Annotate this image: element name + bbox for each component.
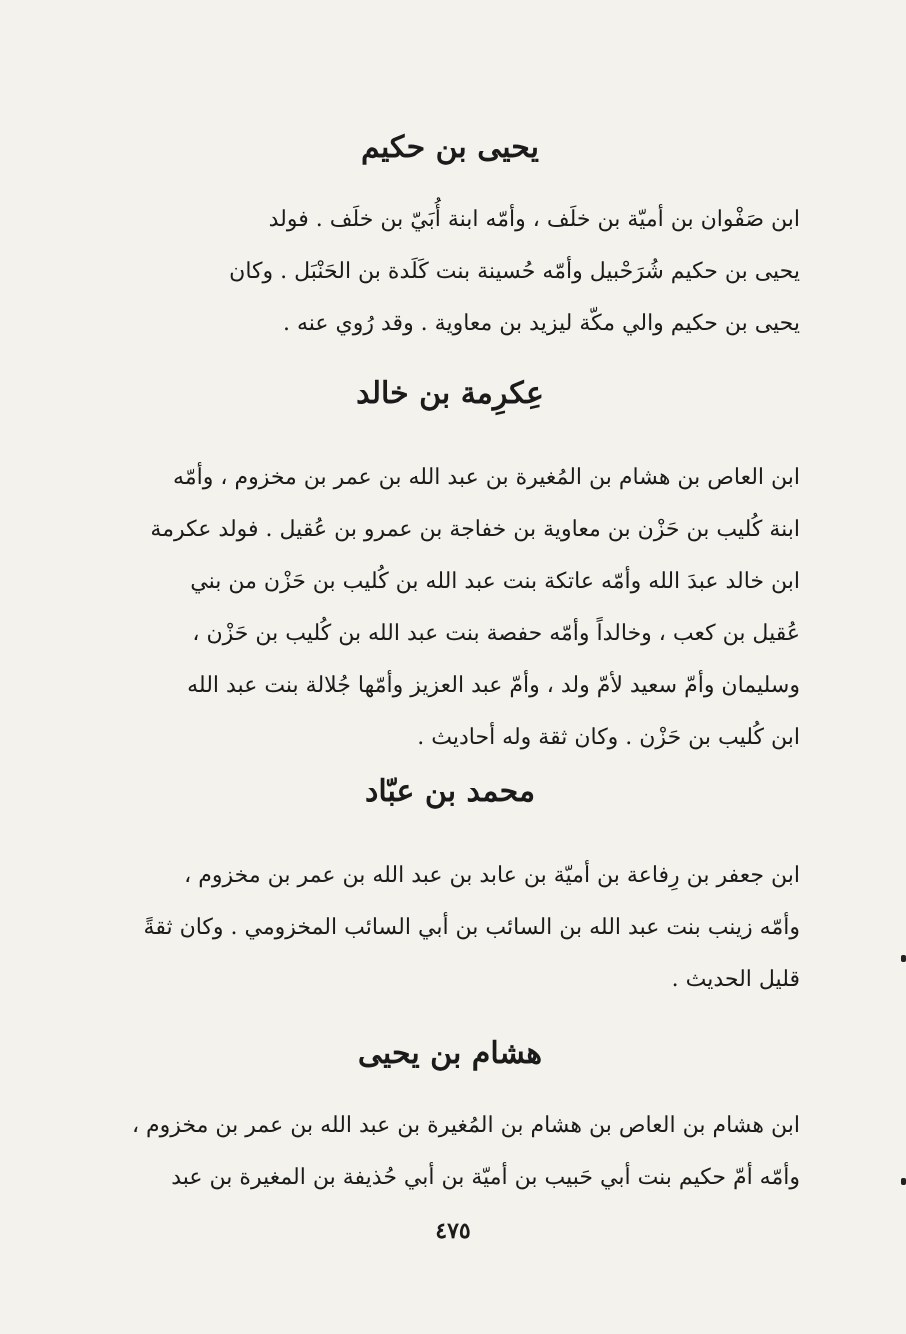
body-line: ابن هشام بن العاص بن هشام بن المُغيرة بن عبد الله بن عمر بن مخزوم ،: [131, 1113, 800, 1138]
scan-mark: [901, 955, 906, 962]
body-line: يحيى بن حكيم والي مكّة ليزيد بن معاوية . وقد رُوي عنه .: [283, 311, 800, 336]
page-number: ٤٧٥: [435, 1218, 471, 1244]
body-line: عُقيل بن كعب ، وخالداً وأمّه حفصة بنت عبد الله بن كُليب بن حَزْن ،: [192, 621, 800, 646]
body-line: ابن صَفْوان بن أميّة بن خلَف ، وأمّه ابنة أُبَيّ بن خلَف . فولد: [268, 207, 800, 232]
section-body-yahya-ibn-hakim: [100, 194, 800, 350]
section-title-ikrima-ibn-khalid: عِكرِمة بن خالد: [356, 376, 544, 411]
body-line: وسليمان وأمّ سعيد لأمّ ولد ، وأمّ عبد العزيز وأمّها جُلالة بنت عبد الله: [187, 673, 800, 698]
section-body-ikrima-ibn-khalid: [100, 452, 800, 764]
section-title-hisham-ibn-yahya: هشام بن يحيى: [357, 1036, 543, 1071]
body-line: وأمّه أمّ حكيم بنت أبي حَبيب بن أميّة بن أبي حُذيفة بن المغيرة بن عبد: [171, 1165, 800, 1190]
section-title-muhammad-ibn-abbad: محمد بن عبّاد: [364, 774, 536, 809]
body-line: يحيى بن حكيم شُرَحْبيل وأمّه حُسينة بنت كَلَدة بن الحَنْبَل . وكان: [229, 259, 800, 284]
body-line: قليل الحديث .: [671, 967, 800, 992]
section-body-hisham-ibn-yahya: [100, 1100, 800, 1204]
body-line: ابن جعفر بن رِفاعة بن أميّة بن عابد بن عبد الله بن عمر بن مخزوم ،: [184, 863, 800, 888]
section-title-yahya-ibn-hakim: يحيى بن حكيم: [361, 130, 539, 165]
body-line: ابنة كُليب بن حَزْن بن معاوية بن خفاجة بن عمرو بن عُقيل . فولد عكرمة: [150, 517, 800, 542]
body-line: ابن كُليب بن حَزْن . وكان ثقة وله أحاديث .: [417, 725, 800, 750]
section-body-muhammad-ibn-abbad: [100, 850, 800, 1006]
body-line: ابن العاص بن هشام بن المُغيرة بن عبد الله بن عمر بن مخزوم ، وأمّه: [173, 465, 800, 490]
body-line: وأمّه زينب بنت عبد الله بن السائب بن أبي السائب المخزومي . وكان ثقةً: [143, 915, 800, 940]
body-line: ابن خالد عبدَ الله وأمّه عاتكة بنت عبد الله بن كُليب بن حَزْن من بني: [190, 569, 800, 594]
scan-mark: [901, 1178, 906, 1185]
